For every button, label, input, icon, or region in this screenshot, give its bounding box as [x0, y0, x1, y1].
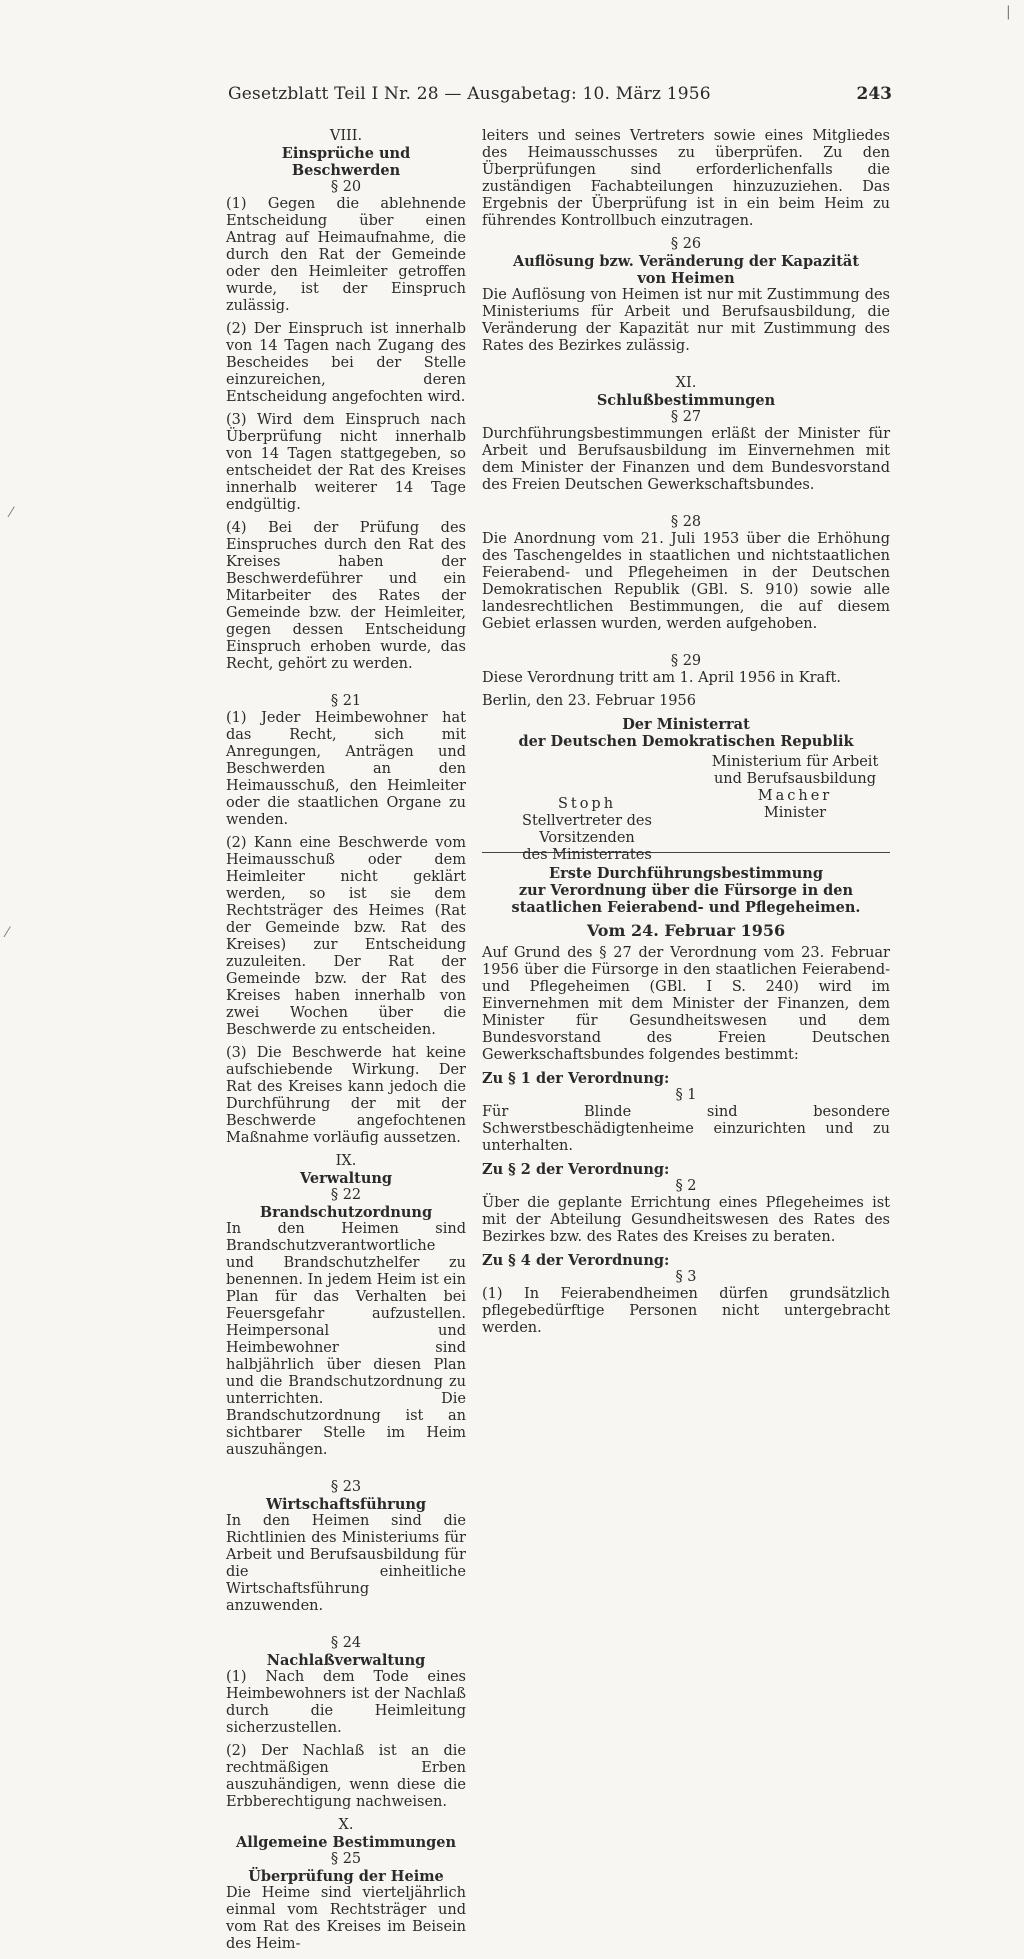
paragraph-number: § 20 [330, 179, 362, 195]
section-heading: Einsprüche und Beschwerden [281, 145, 411, 179]
paragraph-number: § 2 [675, 1178, 697, 1194]
paragraph-text: (2) Der Nachlaß ist an die rechtmäßigen Erben auszuhändigen, wenn diese die Erbberechtigung nachweisen. [226, 1743, 466, 1810]
paragraph-text: In den Heimen sind die Richtlinien des Ministeriums für Arbeit und Berufsausbildung für die einheitliche Wirtschaftsführung anzuwenden. [226, 1513, 466, 1614]
page-number: 243 [856, 84, 892, 104]
ministry-name: und Berufsausbildung [713, 771, 877, 787]
signature-block [482, 754, 890, 863]
council-name: Der Ministerrat [622, 716, 750, 733]
council-name: der Deutschen Demokratischen Republik [518, 733, 854, 750]
subsection-heading: Zu § 4 der Verordnung: [482, 1252, 670, 1269]
paragraph-heading: Nachlaßverwaltung [266, 1652, 426, 1669]
paragraph-heading: von Heimen [637, 270, 735, 287]
signer-name: Stoph [557, 796, 617, 812]
section-number: XI. [675, 375, 697, 391]
paragraph-number: § 27 [670, 409, 702, 425]
margin-mark: ⁄ [10, 505, 13, 521]
decree-title: Erste Durchführungsbestimmung [549, 865, 823, 882]
paragraph-heading: Wirtschaftsführung [265, 1496, 427, 1513]
paragraph-text: leiters und seines Vertreters sowie eines Mitgliedes des Heimausschusses zu überprüfen. Zu den Überprüfungen sind erforderlichenfalls die zuständigen Fachabteilungen hinzuzuziehen. Das Ergebnis der Überprüfung ist in ein beim Heim zu führendes Kontrollbuch einzutragen. [482, 128, 890, 229]
paragraph-number: § 3 [675, 1269, 697, 1285]
signature-right [700, 754, 890, 822]
decree-date: Vom 24. Februar 1956 [586, 921, 786, 940]
decree-title: zur Verordnung über die Fürsorge in den staatlichen Feierabend- und Pflegeheimen. [511, 882, 861, 916]
paragraph-number: § 1 [675, 1087, 697, 1103]
paragraph-text: Die Auflösung von Heimen ist nur mit Zustimmung des Ministeriums für Arbeit und Berufsausbildung, die Veränderung der Kapazität nur mit Zustimmung des Rates des Bezirkes zulässig. [482, 287, 890, 354]
paragraph-number: § 28 [670, 514, 702, 530]
paragraph-text: Diese Verordnung tritt am 1. April 1956 in Kraft. [482, 670, 841, 686]
paragraph-text: Die Anordnung vom 21. Juli 1953 über die Erhöhung des Taschengeldes in staatlichen und nichtstaatlichen Feierabend- und Pflegeheimen in der Deutschen Demokratischen Republik (GBl. S. 910) sowie alle landesrechtlichen Bestimmungen, die auf diesem Gebiet erlassen wurden, werden aufgehoben. [482, 531, 890, 632]
paragraph-text: Durchführungsbestimmungen erläßt der Minister für Arbeit und Berufsausbildung im Einvernehmen mit dem Minister der Finanzen und dem Bundesvorstand des Freien Deutschen Gewerkschaftsbundes. [482, 426, 890, 493]
section-heading: Allgemeine Bestimmungen [235, 1834, 457, 1851]
signer-role: des Ministerrates [522, 847, 652, 863]
margin-mark: | [1006, 4, 1011, 20]
paragraph-text: (1) In Feierabendheimen dürfen grundsätzlich pflegebedürftige Personen nicht untergebracht werden. [482, 1286, 890, 1336]
paragraph-heading: Auflösung bzw. Veränderung der Kapazität [512, 253, 860, 270]
margin-mark: ⁄ [6, 925, 9, 941]
paragraph-text: (3) Die Beschwerde hat keine aufschiebende Wirkung. Der Rat des Kreises kann jedoch die Durchführung der mit der Beschwerde angefochtenen Maßnahme vorläufig aussetzen. [226, 1045, 466, 1146]
signature-left [482, 796, 692, 864]
gazette-title: Gesetzblatt Teil I Nr. 28 — Ausgabetag: 10. März 1956 [228, 84, 711, 104]
paragraph-text: (1) Jeder Heimbewohner hat das Recht, sich mit Anregungen, Anträgen und Beschwerden an den Heimausschuß, den Heimleiter oder die staatlichen Organe zu wenden. [226, 710, 466, 828]
section-number: VIII. [329, 128, 363, 144]
paragraph-text: Die Heime sind vierteljährlich einmal vom Rechtsträger und vom Rat des Kreises im Beisein des Heim- [226, 1885, 466, 1952]
paragraph-number: § 23 [330, 1479, 362, 1495]
paragraph-number: § 29 [670, 653, 702, 669]
paragraph-text: (3) Wird dem Einspruch nach Überprüfung nicht innerhalb von 14 Tagen stattgegeben, so entscheidet der Rat des Kreises innerhalb weiterer 14 Tage endgültig. [226, 412, 466, 513]
paragraph-text: (1) Nach dem Tode eines Heimbewohners ist der Nachlaß durch die Heimleitung sicherzustellen. [226, 1669, 466, 1736]
signer-role: Stellvertreter des Vorsitzenden [522, 813, 652, 846]
paragraph-number: § 26 [670, 236, 702, 252]
page-header [228, 84, 892, 112]
paragraph-text: (2) Kann eine Beschwerde vom Heimausschuß oder dem Heimleiter nicht geklärt werden, so ist sie dem Rechtsträger des Heimes (Rat der Gemeinde bzw. Rat des Kreises) zur Entscheidung zuzuleiten. Der Rat der Gemeinde bzw. der Rat des Kreises haben innerhalb von zwei Wochen über die Beschwerde zu entscheiden. [226, 835, 466, 1038]
subsection-heading: Zu § 2 der Verordnung: [482, 1161, 670, 1178]
paragraph-text: In den Heimen sind Brandschutzverantwortliche und Brandschutzhelfer zu benennen. In jedem Heim ist ein Plan für das Verhalten bei Feuersgefahr aufzustellen. Heimpersonal und Heimbewohner sind halbjährlich über diesen Plan und die Brandschutzordnung zu unterrichten. Die Brandschutzordnung ist an sichtbarer Stelle im Heim auszuhängen. [226, 1221, 466, 1458]
section-heading: Schlußbestimmungen [596, 392, 776, 409]
left-column [226, 128, 466, 1959]
section-number: IX. [335, 1153, 357, 1169]
signer-name: Macher [757, 788, 833, 804]
paragraph-number: § 24 [330, 1635, 362, 1651]
paragraph-heading: Brandschutzordnung [259, 1204, 433, 1221]
paragraph-text: (4) Bei der Prüfung des Einspruches durch den Rat des Kreises haben der Beschwerdeführer und ein Mitarbeiter des Rates der Gemeinde bzw. der Heimleiter, gegen dessen Entscheidung Einspruch erhoben wurde, das Recht, gehört zu werden. [226, 520, 466, 672]
subsection-heading: Zu § 1 der Verordnung: [482, 1070, 670, 1087]
paragraph-text: Auf Grund des § 27 der Verordnung vom 23. Februar 1956 über die Fürsorge in den staatlichen Feierabend- und Pflegeheimen (GBl. I S. 240) wird im Einvernehmen mit dem Minister der Finanzen, dem Minister für Gesundheitswesen und dem Bundesvorstand des Freien Deutschen Gewerkschaftsbundes folgendes bestimmt: [482, 945, 890, 1063]
paragraph-text: (2) Der Einspruch ist innerhalb von 14 Tagen nach Zugang des Bescheides bei der Stelle einzureichen, deren Entscheidung angefochten wird. [226, 321, 466, 405]
place-date: Berlin, den 23. Februar 1956 [482, 693, 696, 709]
paragraph-number: § 21 [330, 693, 362, 709]
paragraph-heading: Überprüfung der Heime [248, 1868, 444, 1885]
section-heading: Verwaltung [299, 1170, 393, 1187]
signer-role: Minister [763, 805, 827, 821]
paragraph-text: Über die geplante Errichtung eines Pflegeheimes ist mit der Abteilung Gesundheitswesen des Rates des Bezirkes bzw. des Rates des Kreises zu beraten. [482, 1195, 890, 1245]
right-column [482, 128, 890, 1343]
paragraph-number: § 22 [330, 1187, 362, 1203]
ministry-name: Ministerium für Arbeit [711, 754, 879, 770]
paragraph-number: § 25 [330, 1851, 362, 1867]
section-number: X. [338, 1817, 354, 1833]
paragraph-text: Für Blinde sind besondere Schwerstbeschädigtenheime einzurichten und zu unterhalten. [482, 1104, 890, 1154]
paragraph-text: (1) Gegen die ablehnende Entscheidung über einen Antrag auf Heimaufnahme, die durch den Rat der Gemeinde oder den Heimleiter getroffen wurde, ist der Einspruch zulässig. [226, 196, 466, 314]
